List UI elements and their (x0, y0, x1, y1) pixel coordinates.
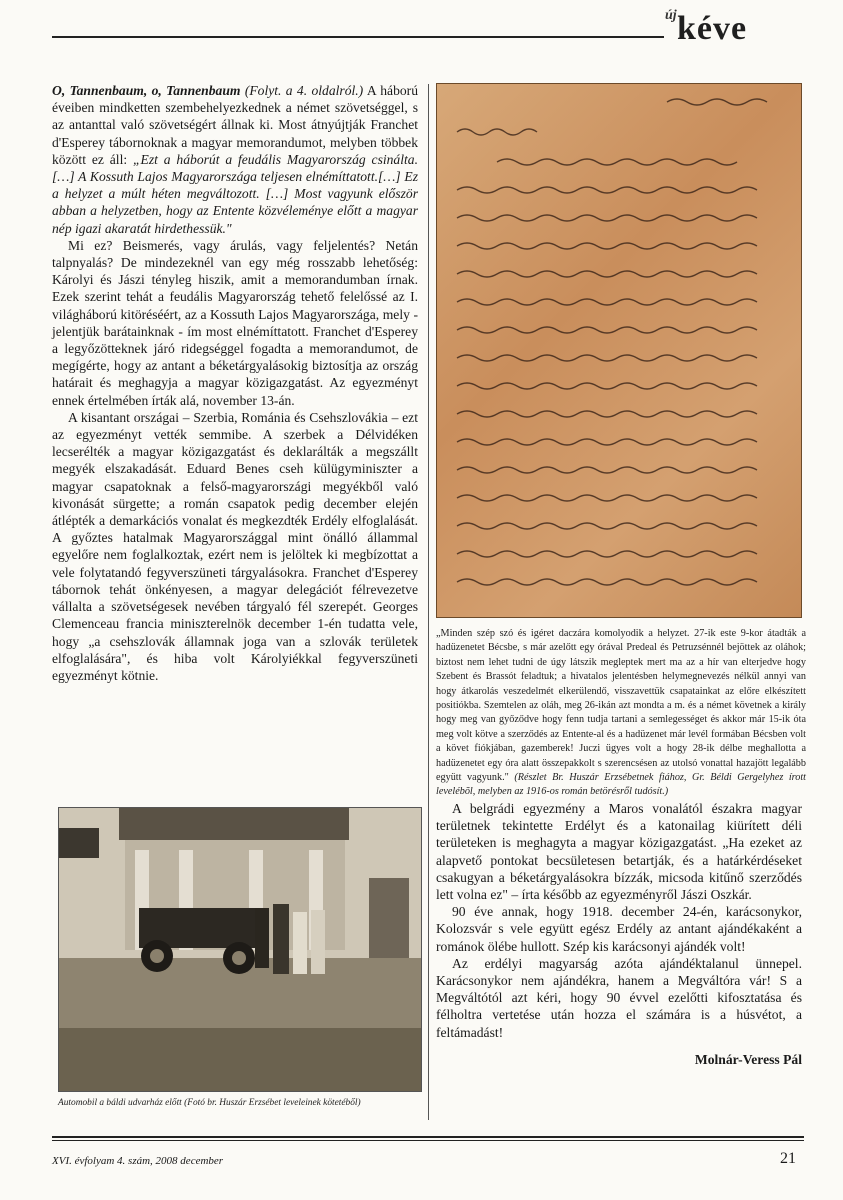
article-title: O, Tannenbaum, o, Tannenbaum (52, 83, 241, 98)
paragraph: Az erdélyi magyarság azóta ajándéktalanul ünnepel. Karácsonykor nem ajándékra, hanem a Megváltóra vár! S a Megváltótól azt kéri, hogy 90 évvel ezelőtti kifosztatása és félholtra vertetése után hozza el számára is a húsvétot, a feltámadást! (436, 955, 802, 1040)
letter-source-note: (Részlet Br. Huszár Erzsébetnek fiához, Gr. Béldi Gergelyhez írott levelébõl, melyben az 1916-os román betörésről tudósít.) (436, 772, 807, 798)
memorandum-quote: „Ezt a háborút a feudális Magyarország csinálta. […] A Kossuth Lajos Magyarországa teljesen elnémíttatott.[…] Ez a helyzet a múlt héten megváltozott. […] Most vagyunk először abban a helyzetben, hogy az Entente közvéleménye előtt a magyar nép igazi akaratát hirdethessük." (52, 151, 418, 236)
letter-handwriting (437, 84, 801, 617)
logo-prefix: új (665, 8, 677, 23)
header-rule (52, 36, 664, 38)
letter-transcription: „Minden szép szó és igéret daczára komolyodik a helyzet. 27-ik este 9-kor átadták a hadüzenetet Bécsbe, s már azelőtt egy órával Predeal és Petruzsénnél bejöttek az oláhok; biztost nem lehet tudni de úgy látszik megleptek mert ma az a hír van elterjedve hogy Szebent és Brassót feladtuk; a hivatalos jelentésben helymegnevezés nélkül annyi van hogy átkarolás veszedelmét elkerülendő, visszavettük csapatainkat az előre elkészített positiókba. Szemtelen az oláh, meg 26-ikán azt mondta a m. és a német követnek a király hogy meg van győződve hogy fenn tudja tartani a semlegességet és akkor már 15-ik óta meg volt kötve a szerződés az Entente-al és a hadüzenet már levél formában Bécsben volt a követ fiókjában, gazemberek! Juczi ügyes volt a hogy 28-ik délbe meghallotta a hadüzenetet egy óra alatt összepakkolt s szerencsésen az utolsó vonattal hazajött legalább együtt vagyunk." (436, 628, 806, 784)
left-column (52, 82, 418, 684)
continuation-note: (Folyt. a 4. oldalról.) (244, 83, 364, 98)
handwritten-letter-image (436, 83, 802, 618)
automobile-photo (58, 807, 422, 1092)
footer-rule-thin (52, 1140, 804, 1141)
column-divider (428, 84, 429, 1120)
footer-rule (52, 1136, 804, 1138)
article-intro (52, 82, 418, 237)
paragraph: Mi ez? Beismerés, vagy árulás, vagy feljelentés? Netán talpnyalás? De mindezeknél van egy még rosszabb lehetőség: Károlyi és Jászi tényleg hiszik, amit a memorandumban írnak. Ezek szerint tehát a feudális Magyarország tehető felelőssé az I. világháború kitöréséért, az a Kossuth Lajos Magyarországa, mely - jelentjük barátainknak - ím most elnémíttatott. Franchet d'Esperey a legyőzötteknek járó ridegséggel fogadta a memorandumot, de megígérte, hogy az antant a béketárgyalásokig biztosítja az ország határait és meghagyja a magyar közigazgatást. Az egyezményt ennek értelmében írták alá, november 13-án. (52, 237, 418, 408)
photo-illustration (59, 808, 421, 1091)
paragraph-text: A háború éveiben mindketten szembehelyezkednek a német szövetséggel, s az antanttal való szövetségért állnak ki. Most átnyújtják Franchet d'Esperey tábornoknak a magyar memorandumot, melyben többek között ez áll: (52, 83, 418, 167)
issue-info: XVI. évfolyam 4. szám, 2008 december (52, 1155, 224, 1167)
author-name: Molnár-Veress Pál (694, 1051, 802, 1067)
magazine-logo (665, 6, 805, 50)
letter-caption (436, 627, 806, 800)
right-column (436, 800, 802, 1068)
paragraph: A belgrádi egyezmény a Maros vonalától északra magyar területnek tekintette Erdélyt és a katonailag kiürített déli területeken is meghagyta a magyar közigazgatást. „Ha ezeket az alapvető pontokat becsületesen betartják, és a határkérdéseket csakugyan a béketárgyalásokra bízzák, micsoda kitűnő szerződés lett volna ez" – írta később az egyezményről Jászi Oszkár. (436, 801, 802, 903)
photo-caption: Automobil a báldi udvarház előtt (Fotó br. Huszár Erzsébet leveleinek kötetéből) (58, 1098, 361, 1108)
page-number: 21 (780, 1150, 796, 1167)
logo-title: kéve (677, 10, 748, 47)
paragraph: 90 éve annak, hogy 1918. december 24-én, karácsonykor, Kolozsvár s vele együtt egész Erdély az antant ajándékaként a románok ölébe hullott. Szép kis karácsonyi ajándék volt! (436, 904, 802, 954)
paragraph: A kisantant országai – Szerbia, Románia és Csehszlovákia – ezt az egyezményt vették semmibe. A szerbek a Délvidéken lecserélték a magyar közigazgatást és deklarálták a megszállt megyék elszakadását. Eduard Benes cseh külügyminiszter a magyar csapatoknak a felső-magyarországi megyékből való kivonását sürgette; a román csapatok pedig december elején átlépték a demarkációs vonalat és megkezdték Erdély elfoglalását. A győztes hatalmak Magyarországgal mint önálló állammal egyelőre nem foglalkoztak, ezért nem is jelöltek ki megbízottat a vele folytatandó fegyverszüneti tárgyalásokra. Franchet d'Esperey tábornok tehát önkényesen, a magyar delegációt félrevezetve vállalta a szövetségesek nevében tárgyaló fél szerepét. Georges Clemenceau francia miniszterelnök december 1-én tudatta vele, hogy „a csehszlovák államnak joga van a szlovák területek elfoglalására", és hiba volt Károlyiékkal fegyverszüneti egyezményt kötnie. (52, 409, 418, 683)
